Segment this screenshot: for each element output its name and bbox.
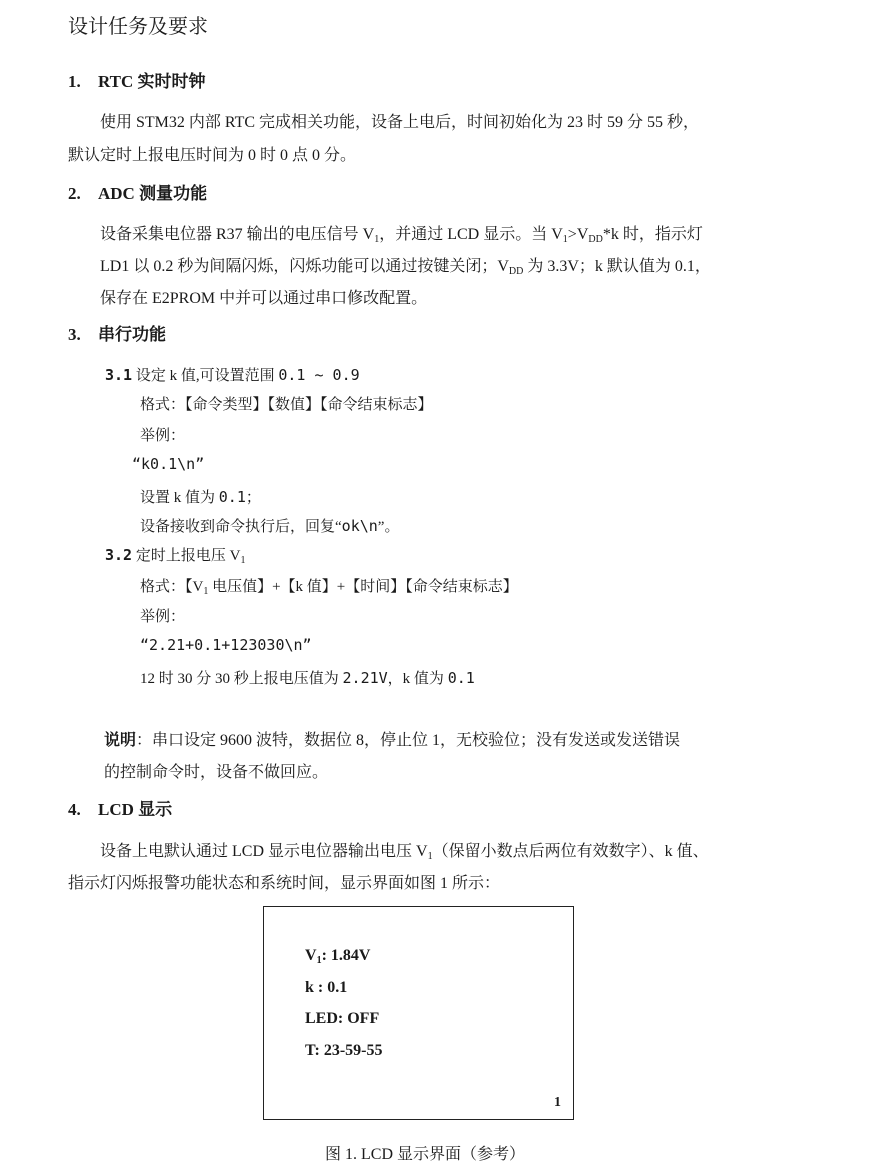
- text-run: ：串口设定 9600 波特，数据位 8，停止位 1，无校验位；没有发送或发送错误: [136, 732, 681, 749]
- section-2-line-3: 保存在 E2PROM 中并可以通过串口修改配置。: [100, 290, 428, 307]
- text-run: 设定 k 值,可设置范围: [132, 368, 279, 384]
- section-number: 4.: [68, 800, 81, 819]
- text-run: 设备上电默认通过 LCD 显示电位器输出电压 V: [100, 843, 428, 860]
- figure-caption: 图 1. LCD 显示界面（参考）: [325, 1146, 526, 1163]
- subsection-number: 3.1: [105, 366, 133, 384]
- text-run: ；: [245, 490, 261, 506]
- text-run: *k 时，指示灯: [602, 226, 703, 243]
- lcd-led-line: LED: OFF: [305, 1010, 380, 1027]
- subsection-3-2-desc: [140, 667, 475, 688]
- section-2-line-1: [100, 221, 703, 245]
- text-run: >V: [567, 226, 589, 243]
- subscript: DD: [508, 266, 524, 277]
- subscript: DD: [588, 234, 603, 245]
- text-run: 定时上报电压 V: [132, 548, 241, 564]
- note-line-2: 的控制命令时，设备不做回应。: [104, 764, 329, 781]
- subsection-3-1-desc-2: [140, 515, 399, 536]
- section-title: RTC 实时时钟: [98, 72, 206, 91]
- text-run: 设置 k 值为: [140, 490, 219, 506]
- section-1-line-1: 使用 STM32 内部 RTC 完成相关功能，设备上电后，时间初始化为 23 时 59 分 55 秒，: [100, 114, 700, 131]
- text-run: ok\n: [341, 517, 378, 535]
- text-run: V: [305, 947, 317, 964]
- subsection-number: 3.2: [105, 546, 133, 564]
- section-1-heading: [68, 67, 206, 92]
- document-title: 设计任务及要求: [68, 14, 208, 38]
- subsection-3-1-example: “k0.1\n”: [132, 455, 205, 473]
- note-label: 说明: [104, 732, 137, 749]
- text-run: 0.1: [447, 669, 475, 687]
- text-run: 设备采集电位器 R37 输出的电压信号 V: [100, 226, 375, 243]
- subsection-3-1-example-label: 举例：: [140, 428, 186, 444]
- text-run: 为 3.3V；k 默认值为 0.1，: [523, 258, 711, 275]
- subsection-3-2-example: “2.21+0.1+123030\n”: [140, 636, 312, 654]
- section-number: 1.: [68, 72, 81, 91]
- section-4-line-2: 指示灯闪烁报警功能状态和系统时间，显示界面如图 1 所示：: [68, 875, 501, 892]
- subscript: 1: [374, 234, 380, 245]
- lcd-k-line: k : 0.1: [305, 979, 348, 996]
- section-title: LCD 显示: [98, 800, 173, 819]
- text-run: 2.21V: [342, 669, 388, 687]
- section-2-heading: [68, 179, 207, 204]
- lcd-voltage-line: [305, 947, 370, 966]
- subscript: 1: [427, 851, 433, 862]
- text-run: ，k 值为: [387, 671, 448, 687]
- text-run: 0.1: [218, 488, 246, 506]
- subsection-3-2-format: [140, 575, 518, 597]
- note-line-1: [104, 727, 680, 750]
- subsection-3-1-heading: [105, 364, 360, 385]
- subsection-3-1-format: 格式：【命令类型】【数值】【命令结束标志】: [140, 397, 433, 413]
- text-run: 格式：【V: [140, 579, 204, 595]
- text-run: ”。: [377, 519, 400, 535]
- section-title: 串行功能: [98, 325, 166, 344]
- subsection-3-1-desc-1: [140, 486, 261, 507]
- text-run: 设备接收到命令执行后，回复“: [140, 519, 342, 535]
- lcd-page-number: 1: [554, 1095, 561, 1110]
- section-1-line-2: 默认定时上报电压时间为 0 时 0 点 0 分。: [68, 147, 357, 164]
- section-4-line-1: [100, 838, 709, 862]
- text-run: （保留小数点后两位有效数字）、k 值、: [432, 843, 709, 860]
- text-run: LD1 以 0.2 秒为间隔闪烁，闪烁功能可以通过按键关闭；V: [100, 258, 509, 275]
- section-title: ADC 测量功能: [98, 184, 208, 203]
- subsection-3-2-heading: [105, 544, 245, 566]
- section-number: 2.: [68, 184, 81, 203]
- section-number: 3.: [68, 325, 81, 344]
- subscript: 1: [562, 234, 568, 245]
- text-run: 12 时 30 分 30 秒上报电压值为: [140, 671, 343, 687]
- lcd-display-figure: [263, 906, 574, 1120]
- text-run: 0.1 ~ 0.9: [278, 366, 360, 384]
- subscript: 1: [240, 555, 246, 566]
- subsection-3-2-example-label: 举例：: [140, 609, 186, 625]
- text-run: 电压值】+【k 值】+【时间】【命令结束标志】: [208, 579, 518, 595]
- section-3-heading: [68, 320, 166, 345]
- text-run: : 1.84V: [321, 947, 371, 964]
- lcd-time-line: T: 23-59-55: [305, 1042, 383, 1059]
- subscript: 1: [203, 586, 209, 597]
- text-run: ，并通过 LCD 显示。当 V: [379, 226, 563, 243]
- section-2-line-2: [100, 253, 711, 277]
- subscript: 1: [316, 955, 322, 966]
- section-4-heading: [68, 795, 172, 820]
